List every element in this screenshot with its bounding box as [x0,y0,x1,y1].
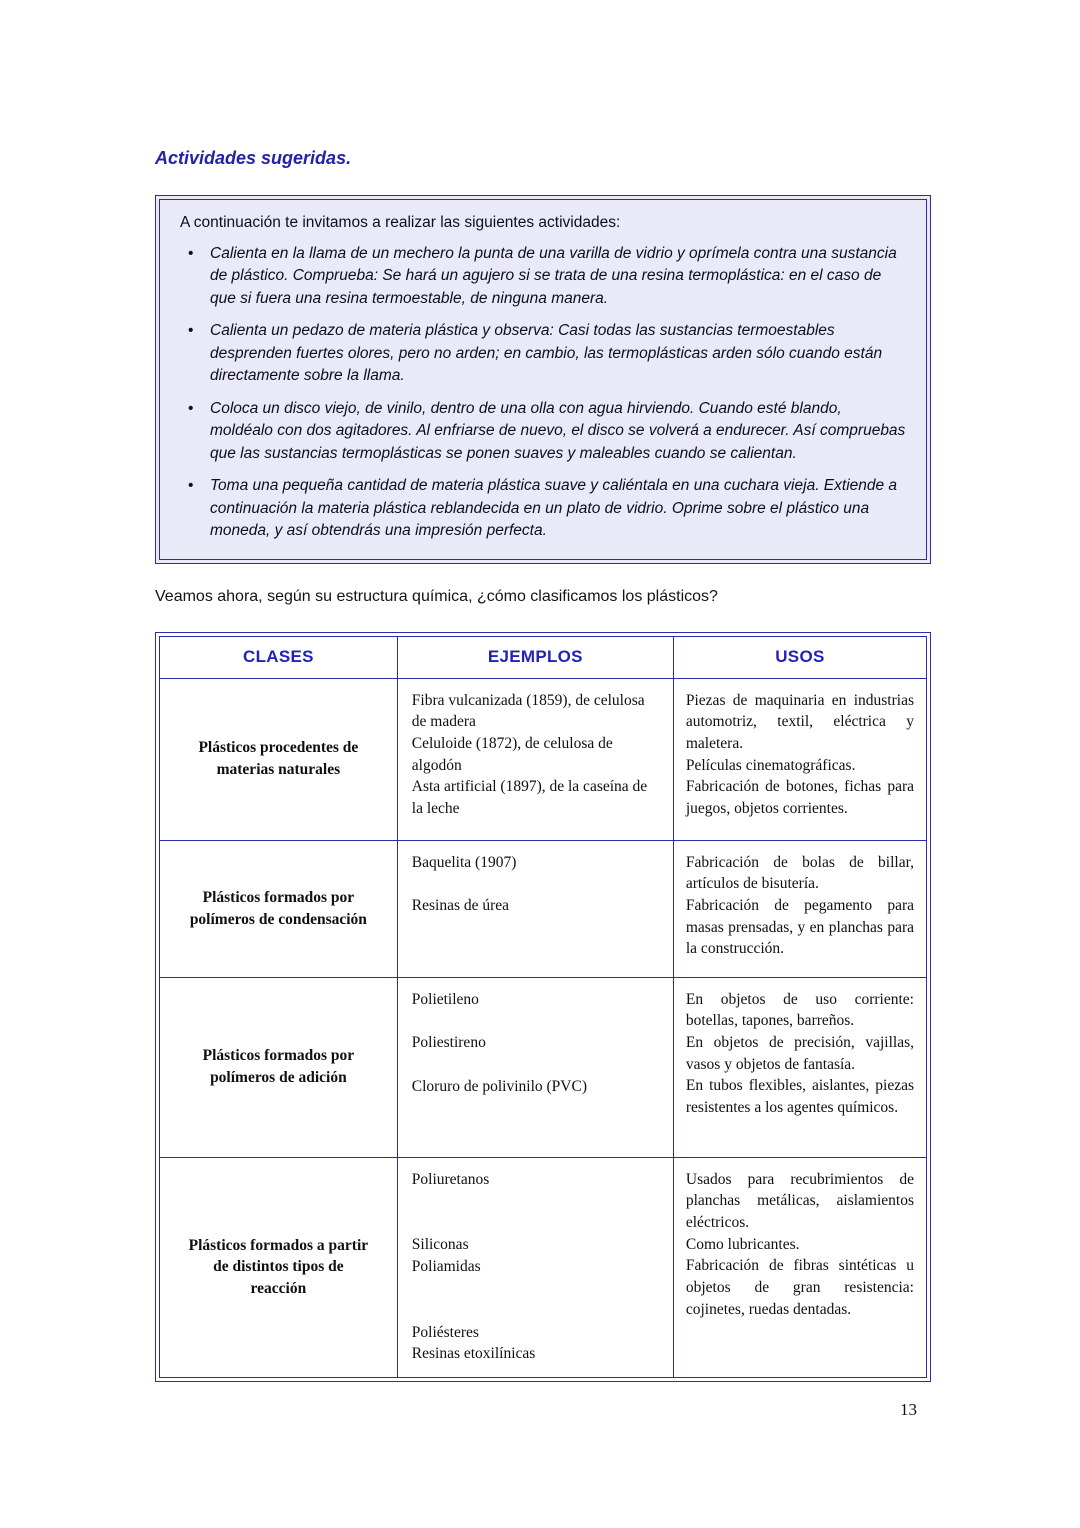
ejemplos-cell [397,678,673,840]
usos-cell [673,977,926,1157]
clase-cell: Plásticos formados por polímeros de adición [160,977,398,1157]
ejemplo-group [412,852,661,874]
ejemplo-item: Fibra vulcanizada (1859), de celulosa de madera [411,691,645,731]
classification-question: Veamos ahora, según su estructura química, ¿cómo clasificamos los plásticos? [155,587,718,605]
activities-intro: A continuación te invitamos a realizar las siguientes actividades: [180,214,621,231]
table-row [160,1157,927,1377]
ejemplo-item: Poliestireno [411,1034,486,1052]
ejemplo-group [412,1169,661,1191]
ejemplo-group [412,1032,661,1054]
ejemplo-group [412,1322,661,1365]
activities-box [155,195,931,564]
page-number: 13 [900,1400,917,1419]
uso-item: Como lubricantes. [685,1235,800,1253]
ejemplo-item: Resinas etoxilínicas [411,1345,536,1363]
ejemplo-item: Baquelita (1907) [411,853,517,871]
column-header-ejemplos: EJEMPLOS [397,636,673,678]
table-row [160,977,927,1157]
ejemplo-item: Polietileno [411,990,479,1008]
usos-cell [673,678,926,840]
clase-cell: Plásticos procedentes de materias naturales [160,678,398,840]
ejemplo-group [412,690,661,820]
uso-item: Fabricación de pegamento para masas prensadas, y en planchas para la construcción. [685,897,914,958]
clase-cell: Plásticos formados por polímeros de condensación [160,840,398,977]
page-content [155,0,931,1382]
ejemplo-group [412,989,661,1011]
uso-item: En objetos de uso corriente: botellas, tapones, barreños. [685,990,914,1030]
page-title: Actividades sugeridas. [155,148,352,168]
activity-item: • Calienta en la llama de un mechero la punta de una varilla de vidrio y oprímela contra una sustancia de plástico. Comprueba: Se hará un agujero si se trata de una resina termoplástica: en el caso de que si fuera una resina termoestable, de ninguna manera. [180,243,906,310]
ejemplo-group [412,895,661,917]
ejemplos-cell [397,977,673,1157]
usos-cell [673,1157,926,1377]
ejemplo-item: Resinas de úrea [411,897,510,915]
ejemplos-cell [397,840,673,977]
clase-cell: Plásticos formados a partir de distintos tipos de reacción [160,1157,398,1377]
activity-item: • Coloca un disco viejo, de vinilo, dentro de una olla con agua hirviendo. Cuando esté blando, moldéalo con dos agitadores. Al enfriarse de nuevo, el disco se volverá a endurecer. Así compruebas que las sustancias termoplásticas se ponen suaves y maleables cuando se calientan. [180,398,906,465]
ejemplo-item: Poliésteres [411,1323,479,1341]
column-header-clases: CLASES [160,636,398,678]
activities-list [180,243,906,543]
uso-item: Piezas de maquinaria en industrias automotriz, textil, eléctrica y maletera. [685,691,914,752]
uso-item: Películas cinematográficas. [685,756,856,774]
ejemplo-group [412,1076,661,1098]
classification-table [159,636,927,1378]
header-row [160,636,927,678]
ejemplo-item: Poliuretanos [411,1170,490,1188]
ejemplo-item: Asta artificial (1897), de la caseína de la leche [411,778,648,818]
usos-cell [673,840,926,977]
uso-item: Usados para recubrimientos de planchas metálicas, aislamientos eléctricos. [685,1170,914,1231]
activity-item: • Toma una pequeña cantidad de materia plástica suave y caliéntala en una cuchara vieja. Extiende a continuación la materia plástica reblandecida en un plato de vidrio. Oprime sobre el plástico una moneda, y así obtendrás una impresión perfecta. [180,475,906,542]
ejemplos-cell [397,1157,673,1377]
ejemplo-item: Siliconas [411,1236,469,1254]
classification-table-body [160,678,927,1377]
activity-item: • Calienta un pedazo de materia plástica y observa: Casi todas las sustancias termoestables desprenden fuertes olores, pero no arden; en cambio, las termoplásticas arden sólo cuando están directamente sobre la llama. [180,320,906,387]
column-header-usos: USOS [673,636,926,678]
classification-table-head [160,636,927,678]
uso-item: En objetos de precisión, vajillas, vasos y objetos de fantasía. [685,1034,914,1073]
table-row [160,840,927,977]
classification-table-wrapper [155,632,931,1382]
uso-item: Fabricación de bolas de billar, artículos de bisutería. [685,853,914,893]
ejemplo-item: Celuloide (1872), de celulosa de algodón [411,735,613,774]
uso-item: Fabricación de botones, fichas para juegos, objetos corrientes. [685,778,914,818]
ejemplo-group [412,1234,661,1277]
ejemplo-item: Cloruro de polivinilo (PVC) [411,1078,587,1095]
uso-item: Fabricación de fibras sintéticas u objetos de gran resistencia: cojinetes, ruedas dentadas. [685,1257,914,1318]
uso-item: En tubos flexibles, aislantes, piezas resistentes a los agentes químicos. [685,1077,914,1117]
activities-box-inner [159,199,927,560]
table-row [160,678,927,840]
ejemplo-item: Poliamidas [411,1258,481,1275]
